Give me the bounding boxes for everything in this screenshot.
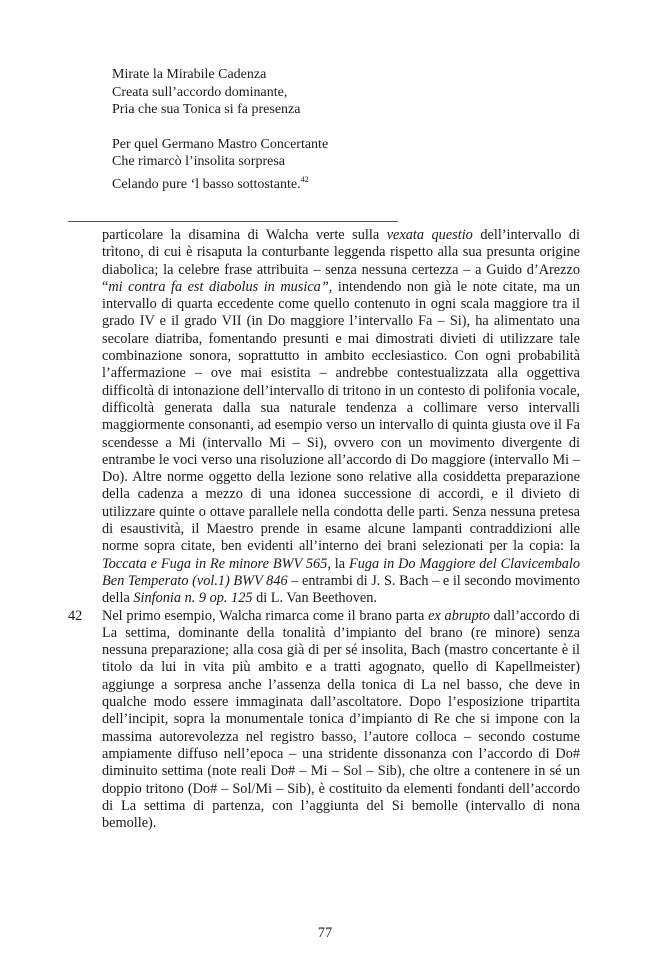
text-run: di L. Van Beethoven. xyxy=(252,590,377,607)
footnote-text xyxy=(102,608,580,833)
verse-stanza-2 xyxy=(112,136,328,194)
footnotes xyxy=(68,227,580,832)
italic-title: Sinfonia n. 9 op. 125 xyxy=(133,590,253,607)
verse-line-with-ref xyxy=(112,171,328,194)
italic-title: Toccata e Fuga in Re minore BWV 565 xyxy=(102,555,328,572)
italic-quote: mi contra fa est diabolus in musica”, xyxy=(108,278,333,295)
footnote-41-continued xyxy=(68,227,580,608)
verse-stanza-1 xyxy=(112,66,328,119)
italic-title: Fuga in Do Maggiore del Clavicembalo Ben Temperato (vol.1) BWV 846 xyxy=(102,555,581,589)
text-run: dell’intervallo di trìtono, di cui è risaputa la conturbante leggenda rispetto alla sua presunta origine diabolica; la celebre frase attribuita – senza nessuna certezza – a Guido d’Arezzo “ xyxy=(102,227,580,295)
text-run: – entrambi di J. S. Bach – e il secondo movimento della xyxy=(102,572,580,607)
italic-term: ex abrupto xyxy=(428,607,490,624)
footnote-reference[interactable]: 42 xyxy=(300,174,309,184)
text-run: particolare la disamina di Walcha verte sulla xyxy=(102,227,387,243)
page-number: 77 xyxy=(317,925,333,941)
italic-term: vexata questio xyxy=(386,227,473,243)
footnote-number: 42 xyxy=(68,607,83,624)
text-run: , la xyxy=(327,555,350,572)
footnote-text xyxy=(102,227,580,608)
verse-line: Creata sull’accordo dominante, xyxy=(112,84,288,100)
verse-line: Mirate la Mirabile Cadenza xyxy=(112,67,267,82)
verse-line: Per quel Germano Mastro Concertante xyxy=(112,136,329,152)
verse-line-text: Celando pure ‘l basso sottostante. xyxy=(112,176,301,192)
text-run: intendendo non già le note citate, ma un intervallo di quarta eccedente come quello contenuto in ogni scala maggiore tra il grado IV e il grado VII (in Do maggiore l’intervallo Fa – Si), ha alimentato una secolare diatriba, fomentando presunti e mai dimostrati divieti di utilizzare tale combinazione sonora, soprattutto in ambito ecclesiastico. Con ogni probabilità l’affermazione – ove mai esistita – andrebbe contestualizzata alla oggettiva difficoltà di intonazione dell’intervallo di tritono in un contesto di polifonia vocale, difficoltà generata dalla sua naturale tendenza a collimare verso intervalli maggiormente consonanti, ad esempio verso un intervallo di quinta giusta ove il Fa scendesse a Mi (intervallo Mi – Si), ovvero con un movimento divergente di entrambe le voci verso una risoluzione all’accordo di Do maggiore (intervallo Mi – Do). Altre norme oggetto della lezione sono relative alla cosiddetta preparazione della cadenza a mezzo di una idonea successione di accordi, e il divieto di utilizzare quinte o ottave parallele nella condotta delle parti. Senza nessuna pretesa di esaustività, il Maestro prende in esame alcune lampanti contraddizioni alle norme sopra citate, ben evidenti all’interno dei brani selezionati per la copia: la xyxy=(102,278,580,555)
verse-line: Che rimarcò l’insolita sorpresa xyxy=(112,154,286,169)
footnote-42 xyxy=(68,608,580,833)
verse-quote xyxy=(112,66,328,210)
text-run: Nel primo esempio, Walcha rimarca come il brano parta xyxy=(102,607,429,624)
text-run: dall’accordo di La settima, dominante della tonalità d’impianto del brano (re minore) senza nessuna preparazione; alla cosa già di per sé insolita, Bach (mastro concertante è il titolo da lui in vita più ambito e a tratti agognato, quello di Kapellmeister) aggiunge a sorpresa anche l’assenza della tonica di La nel basso, che deve in qualche modo essere immaginata dall’ascoltatore. Dopo l’esposizione tripartita dell’incipit, sopra la monumentale tonica d’impianto di Re che si impone con la massima autorevolezza nel registro basso, l’autore colloca – secondo costume ampiamente diffuso nell’epoca – una stridente dissonanza con l’accordo di Do# diminuito settima (note reali Do# – Mi – Sol – Sib), che oltre a contenere in sé un doppio tritono (Do# – Sol/Mi – Sib), è costituito da elementi fondanti dell’accordo di La settima di partenza, con l’aggiunta del Si bemolle (intervallo di nona bemolle). xyxy=(102,607,580,832)
footnote-separator xyxy=(68,221,398,222)
verse-line: Pria che sua Tonica si fa presenza xyxy=(112,102,301,117)
